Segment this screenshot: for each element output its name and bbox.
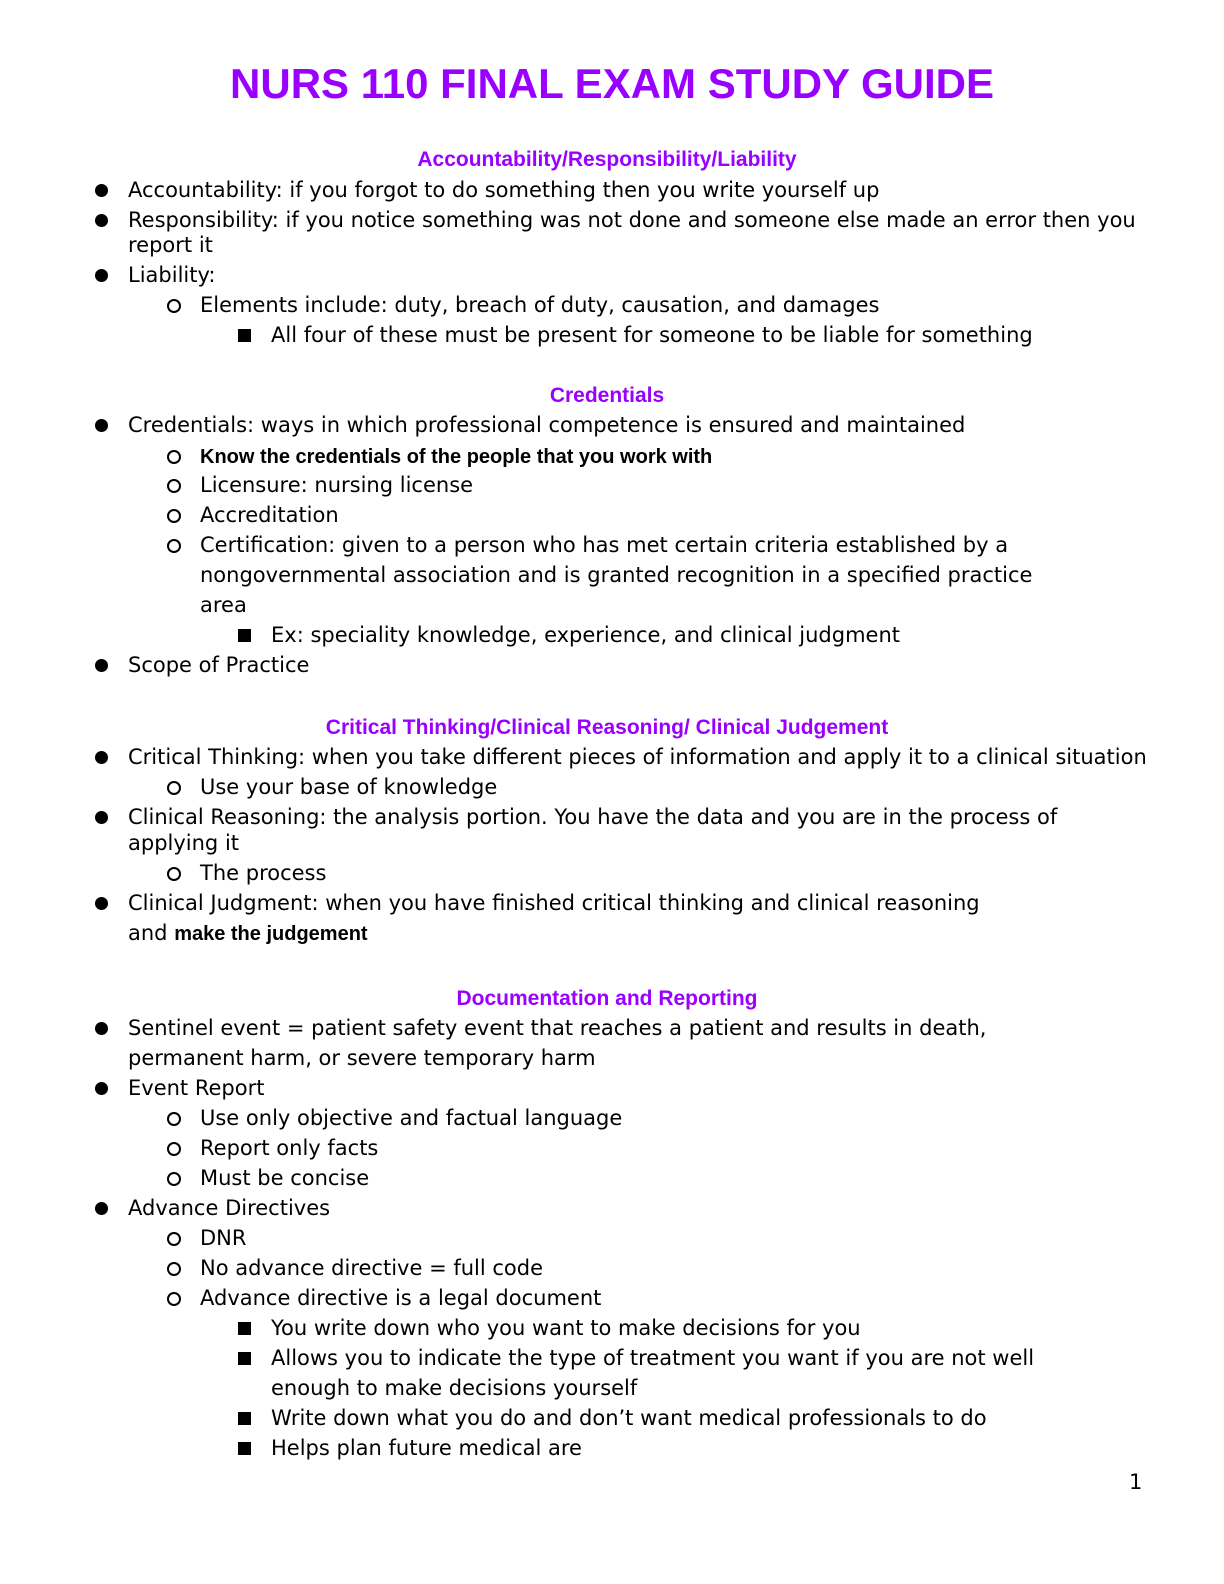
list-item: [200, 1136, 378, 1161]
list-item-text: The process: [200, 861, 327, 885]
list-item-text: Helps plan future medical are: [271, 1436, 582, 1460]
list-item: [200, 1286, 601, 1311]
list-item: [128, 1076, 264, 1101]
square-bullet-icon: [238, 329, 251, 342]
filled-circle-bullet-icon: [95, 897, 108, 910]
hollow-circle-bullet-icon: [167, 299, 181, 313]
list-item-text: Use only objective and factual language: [200, 1106, 623, 1130]
list-item-continuation: report it: [128, 233, 213, 257]
hollow-circle-bullet-icon: [167, 1232, 181, 1246]
filled-circle-bullet-icon: [95, 214, 108, 227]
square-bullet-icon: [238, 1322, 251, 1335]
list-item-text: Elements include: duty, breach of duty, causation, and damages: [200, 293, 880, 317]
list-item-text: Clinical Judgment: when you have finished critical thinking and clinical reasoning: [128, 891, 980, 915]
page-number: 1: [1129, 1470, 1143, 1494]
hollow-circle-bullet-icon: [167, 450, 181, 464]
filled-circle-bullet-icon: [95, 269, 108, 282]
hollow-circle-bullet-icon: [167, 1142, 181, 1156]
list-item-text: Accreditation: [200, 503, 339, 527]
list-item-text: Must be concise: [200, 1166, 370, 1190]
list-item: [271, 1406, 987, 1431]
list-item: [128, 745, 1147, 770]
list-item-text: Responsibility: if you notice something was not done and someone else made an error then you: [128, 208, 1136, 232]
list-item-continuation: enough to make decisions yourself: [271, 1376, 638, 1400]
hollow-circle-bullet-icon: [167, 1262, 181, 1276]
section-heading-accountability: Accountability/Responsibility/Liability: [417, 148, 797, 171]
list-item-continuation: applying it: [128, 831, 240, 855]
list-item-text: and: [128, 921, 175, 945]
filled-circle-bullet-icon: [95, 1022, 108, 1035]
list-item: [128, 413, 965, 438]
filled-circle-bullet-icon: [95, 184, 108, 197]
list-item-text: Event Report: [128, 1076, 265, 1100]
list-item-text: Scope of Practice: [128, 653, 310, 677]
list-item: [200, 503, 339, 528]
list-item-text: DNR: [200, 1226, 247, 1250]
list-item: [200, 1106, 622, 1131]
list-item: [128, 178, 879, 203]
list-item-continuation: area: [200, 593, 247, 617]
filled-circle-bullet-icon: [95, 1082, 108, 1095]
list-item: [271, 1346, 1034, 1371]
list-item-text: Sentinel event = patient safety event that reaches a patient and results in death,: [128, 1016, 987, 1040]
list-item-text: Use your base of knowledge: [200, 775, 498, 799]
filled-circle-bullet-icon: [95, 659, 108, 672]
list-item: [200, 861, 326, 886]
hollow-circle-bullet-icon: [167, 479, 181, 493]
hollow-circle-bullet-icon: [167, 509, 181, 523]
list-item-text: You write down who you want to make decisions for you: [271, 1316, 861, 1340]
list-item: [200, 533, 1008, 558]
list-item-text: Accountability: if you forgot to do something then you write yourself up: [128, 178, 880, 202]
square-bullet-icon: [238, 1442, 251, 1455]
square-bullet-icon: [238, 1412, 251, 1425]
list-item: [200, 775, 497, 800]
section-heading-credentials: Credentials: [549, 384, 665, 407]
list-item-text: Advance Directives: [128, 1196, 331, 1220]
hollow-circle-bullet-icon: [167, 781, 181, 795]
list-item: [128, 805, 1057, 830]
square-bullet-icon: [238, 629, 251, 642]
list-item-text: All four of these must be present for someone to be liable for something: [271, 323, 1033, 347]
list-item: [271, 323, 1033, 348]
hollow-circle-bullet-icon: [167, 1292, 181, 1306]
list-item-text: Know the credentials of the people that you work with: [200, 446, 713, 468]
list-item: [128, 208, 1136, 233]
list-item-text: Critical Thinking: when you take different pieces of information and apply it to a clinical situation: [128, 745, 1147, 769]
list-item-text: Licensure: nursing license: [200, 473, 474, 497]
filled-circle-bullet-icon: [95, 1202, 108, 1215]
filled-circle-bullet-icon: [95, 811, 108, 824]
list-item-text: Liability:: [128, 263, 216, 287]
list-item-text: Report only facts: [200, 1136, 379, 1160]
list-item-text: Advance directive is a legal document: [200, 1286, 602, 1310]
list-item: [128, 263, 215, 288]
hollow-circle-bullet-icon: [167, 867, 181, 881]
list-item: [128, 1016, 986, 1041]
list-item: [271, 1436, 582, 1461]
list-item: [271, 1316, 861, 1341]
list-item: [128, 653, 309, 678]
list-item-text: Clinical Reasoning: the analysis portion. You have the data and you are in the process of: [128, 805, 1058, 829]
list-item: [200, 1166, 369, 1191]
section-heading-critical-thinking: Critical Thinking/Clinical Reasoning/ Clinical Judgement: [325, 716, 889, 739]
list-item-emphasis: make the judgement: [174, 923, 368, 945]
square-bullet-icon: [238, 1352, 251, 1365]
hollow-circle-bullet-icon: [167, 1172, 181, 1186]
list-item-text: Write down what you do and don’t want medical professionals to do: [271, 1406, 987, 1430]
list-item: [128, 1196, 330, 1221]
list-item-text: Credentials: ways in which professional competence is ensured and maintained: [128, 413, 966, 437]
list-item-continuation: permanent harm, or severe temporary harm: [128, 1046, 596, 1070]
filled-circle-bullet-icon: [95, 751, 108, 764]
list-item: [271, 623, 900, 648]
list-item-text: No advance directive = full code: [200, 1256, 544, 1280]
hollow-circle-bullet-icon: [167, 1112, 181, 1126]
list-item-continuation: [128, 921, 368, 947]
list-item: [128, 891, 980, 916]
list-item: [200, 1256, 543, 1281]
list-item-text: Ex: speciality knowledge, experience, and clinical judgment: [271, 623, 901, 647]
page-title: NURS 110 FINAL EXAM STUDY GUIDE: [230, 60, 994, 107]
list-item: [200, 293, 879, 318]
section-heading-documentation: Documentation and Reporting: [456, 987, 758, 1010]
list-item: [200, 444, 712, 470]
list-item: [200, 473, 473, 498]
filled-circle-bullet-icon: [95, 419, 108, 432]
hollow-circle-bullet-icon: [167, 539, 181, 553]
list-item-continuation: nongovernmental association and is granted recognition in a specified practice: [200, 563, 1033, 587]
list-item-text: Certification: given to a person who has met certain criteria established by a: [200, 533, 1009, 557]
list-item: [200, 1226, 246, 1251]
list-item-text: Allows you to indicate the type of treatment you want if you are not well: [271, 1346, 1035, 1370]
